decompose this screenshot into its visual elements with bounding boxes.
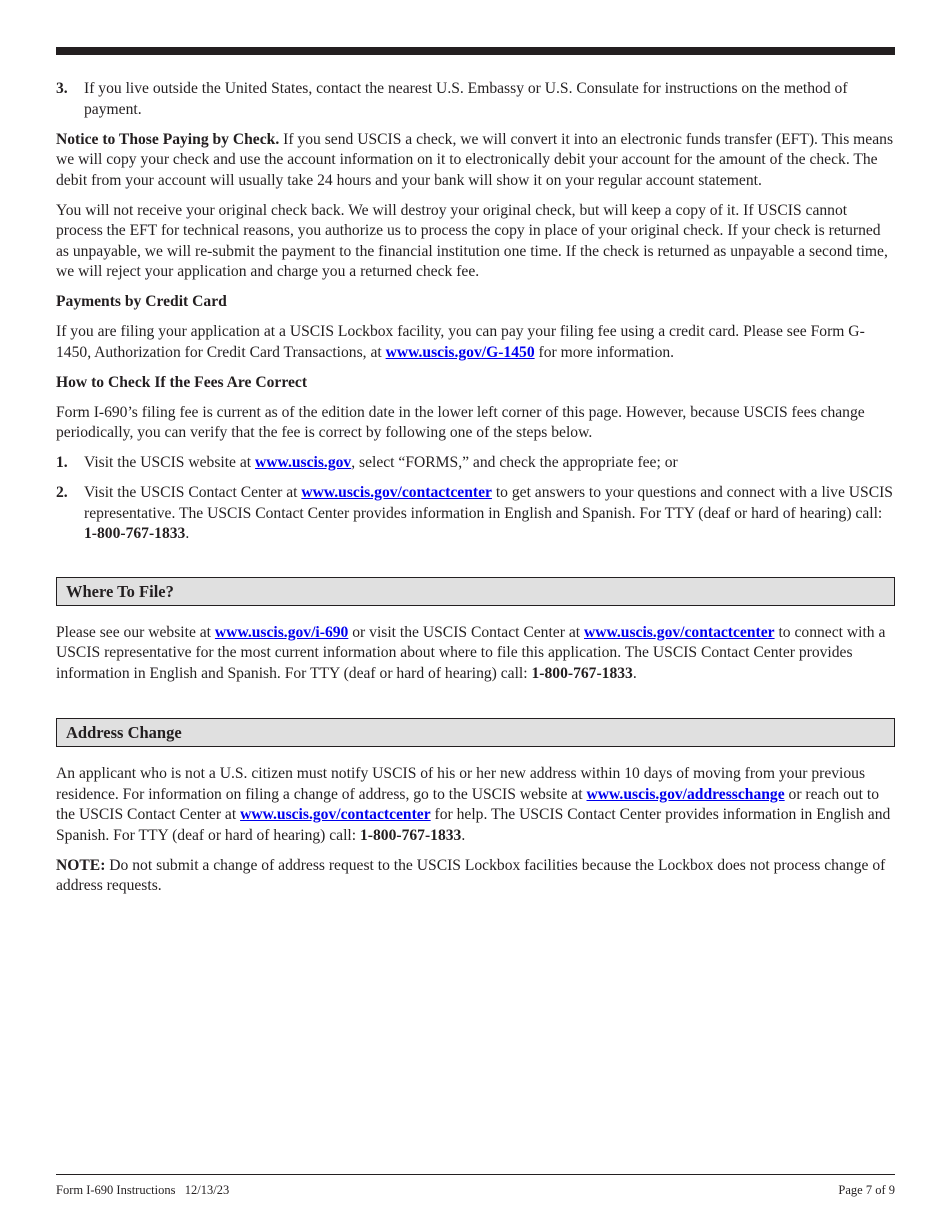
where-to-file-paragraph bbox=[56, 623, 895, 685]
item-number: 3. bbox=[56, 80, 68, 97]
check-fees-heading-text: How to Check If the Fees Are Correct bbox=[56, 373, 308, 391]
tty-phone: 1-800-767-1833 bbox=[360, 826, 462, 844]
step2-after: to get answers to your questions and connect with a live USCIS representative. The USCIS Contact Center provides information in English and Spanish. For TTY (deaf or hard of hearing) call: bbox=[84, 484, 893, 522]
contact-center-link[interactable]: www.uscis.gov/contactcenter bbox=[301, 484, 492, 501]
check-notice-heading: Notice to Those Paying by Check. bbox=[56, 130, 280, 148]
note-label: NOTE: bbox=[56, 856, 106, 874]
credit-card-paragraph bbox=[56, 322, 895, 363]
page-number: Page 7 of 9 bbox=[838, 1183, 895, 1197]
g1450-link[interactable]: www.uscis.gov/G-1450 bbox=[385, 343, 535, 361]
wtf-end: . bbox=[632, 664, 637, 682]
fee-step-1 bbox=[56, 453, 895, 474]
wtf-before: Please see our website at bbox=[56, 623, 215, 641]
step1-before: Visit the USCIS website at bbox=[84, 454, 256, 471]
payment-item-3 bbox=[56, 79, 895, 120]
contact-center-link[interactable]: www.uscis.gov/contactcenter bbox=[583, 623, 775, 641]
ac-middle: or reach out to the USCIS Contact Center at bbox=[56, 785, 880, 823]
ac-before: An applicant who is not a U.S. citizen must notify USCIS of his or her new address within 10 days of moving from your previous residence. For information on filing a change of address, go to the USCIS website at bbox=[56, 765, 866, 803]
note-text: Do not submit a change of address request to the USCIS Lockbox facilities because the Lockbox does not process change of address requests. bbox=[56, 856, 886, 894]
step-number: 1. bbox=[56, 454, 68, 471]
step2-end: . bbox=[185, 525, 190, 542]
contact-center-link[interactable]: www.uscis.gov/contactcenter bbox=[240, 806, 431, 823]
check-fees-heading bbox=[56, 373, 895, 394]
tty-phone: 1-800-767-1833 bbox=[531, 664, 633, 682]
section-header-address-change: Address Change bbox=[56, 718, 895, 747]
credit-card-heading bbox=[56, 292, 895, 313]
section-header-where-to-file: Where To File? bbox=[56, 577, 895, 606]
page-footer bbox=[56, 1183, 895, 1198]
ac-after: for help. The USCIS Contact Center provides information in English and Spanish. For TTY (deaf or hard of hearing) call: bbox=[56, 806, 891, 844]
footer-rule bbox=[56, 1174, 895, 1175]
step-text bbox=[84, 483, 895, 545]
credit-card-text-after: for more information. bbox=[534, 343, 675, 361]
check-paragraph-2: You will not receive your original check back. We will destroy your original check, but will keep a copy of it. If USCIS cannot process the EFT for technical reasons, you authorize us to process the copy in place of your original check. If your check is returned as unpayable, we will re-submit the payment to the financial institution one time. If the check is returned as unpayable a second time, we will reject your application and charge you a returned check fee. bbox=[56, 201, 888, 280]
check-notice-text: If you send USCIS a check, we will convert it into an electronic funds transfer (EFT). This means we will copy your check and use the account information on it to electronically debit your account for the amount of the check. The debit from your account will usually take 24 hours and your bank will show it on your regular account statement. bbox=[56, 130, 894, 189]
step-text bbox=[84, 453, 895, 474]
credit-card-heading-text: Payments by Credit Card bbox=[56, 293, 227, 310]
fee-step-2 bbox=[56, 483, 895, 545]
step-number: 2. bbox=[56, 484, 68, 501]
page-content bbox=[56, 79, 895, 906]
item-text: If you live outside the United States, contact the nearest U.S. Embassy or U.S. Consulate for instructions on the method of payment. bbox=[84, 80, 848, 118]
address-change-note bbox=[56, 856, 895, 897]
ac-end: . bbox=[461, 826, 466, 844]
check-fees-intro: Form I-690’s filing fee is current as of the edition date in the lower left corner of this page. However, because USCIS fees change periodically, you can verify that the fee is correct by following one of the steps below. bbox=[56, 403, 865, 441]
step1-after: , select “FORMS,” and check the appropriate fee; or bbox=[351, 454, 678, 471]
tty-phone: 1-800-767-1833 bbox=[84, 525, 186, 542]
wtf-middle: or visit the USCIS Contact Center at bbox=[348, 623, 584, 641]
address-change-paragraph bbox=[56, 764, 895, 846]
step2-before: Visit the USCIS Contact Center at bbox=[84, 484, 302, 501]
uscis-website-link[interactable]: www.uscis.gov bbox=[255, 454, 352, 471]
form-edition-info: Form I-690 Instructions 12/13/23 bbox=[56, 1183, 230, 1197]
i690-link[interactable]: www.uscis.gov/i-690 bbox=[214, 623, 349, 641]
check-notice-paragraph bbox=[56, 130, 895, 192]
wtf-after: to connect with a USCIS representative for the most current information about where to file this application. The USCIS Contact Center provides information in English and Spanish. For TTY (deaf or hard of hearing) call: bbox=[56, 623, 886, 682]
address-change-link[interactable]: www.uscis.gov/addresschange bbox=[586, 785, 785, 803]
credit-card-text-before: If you are filing your application at a USCIS Lockbox facility, you can pay your filing fee using a credit card. Please see Form G-1450, Authorization for Credit Card Transactions, at bbox=[56, 323, 865, 361]
top-rule bbox=[56, 47, 895, 55]
